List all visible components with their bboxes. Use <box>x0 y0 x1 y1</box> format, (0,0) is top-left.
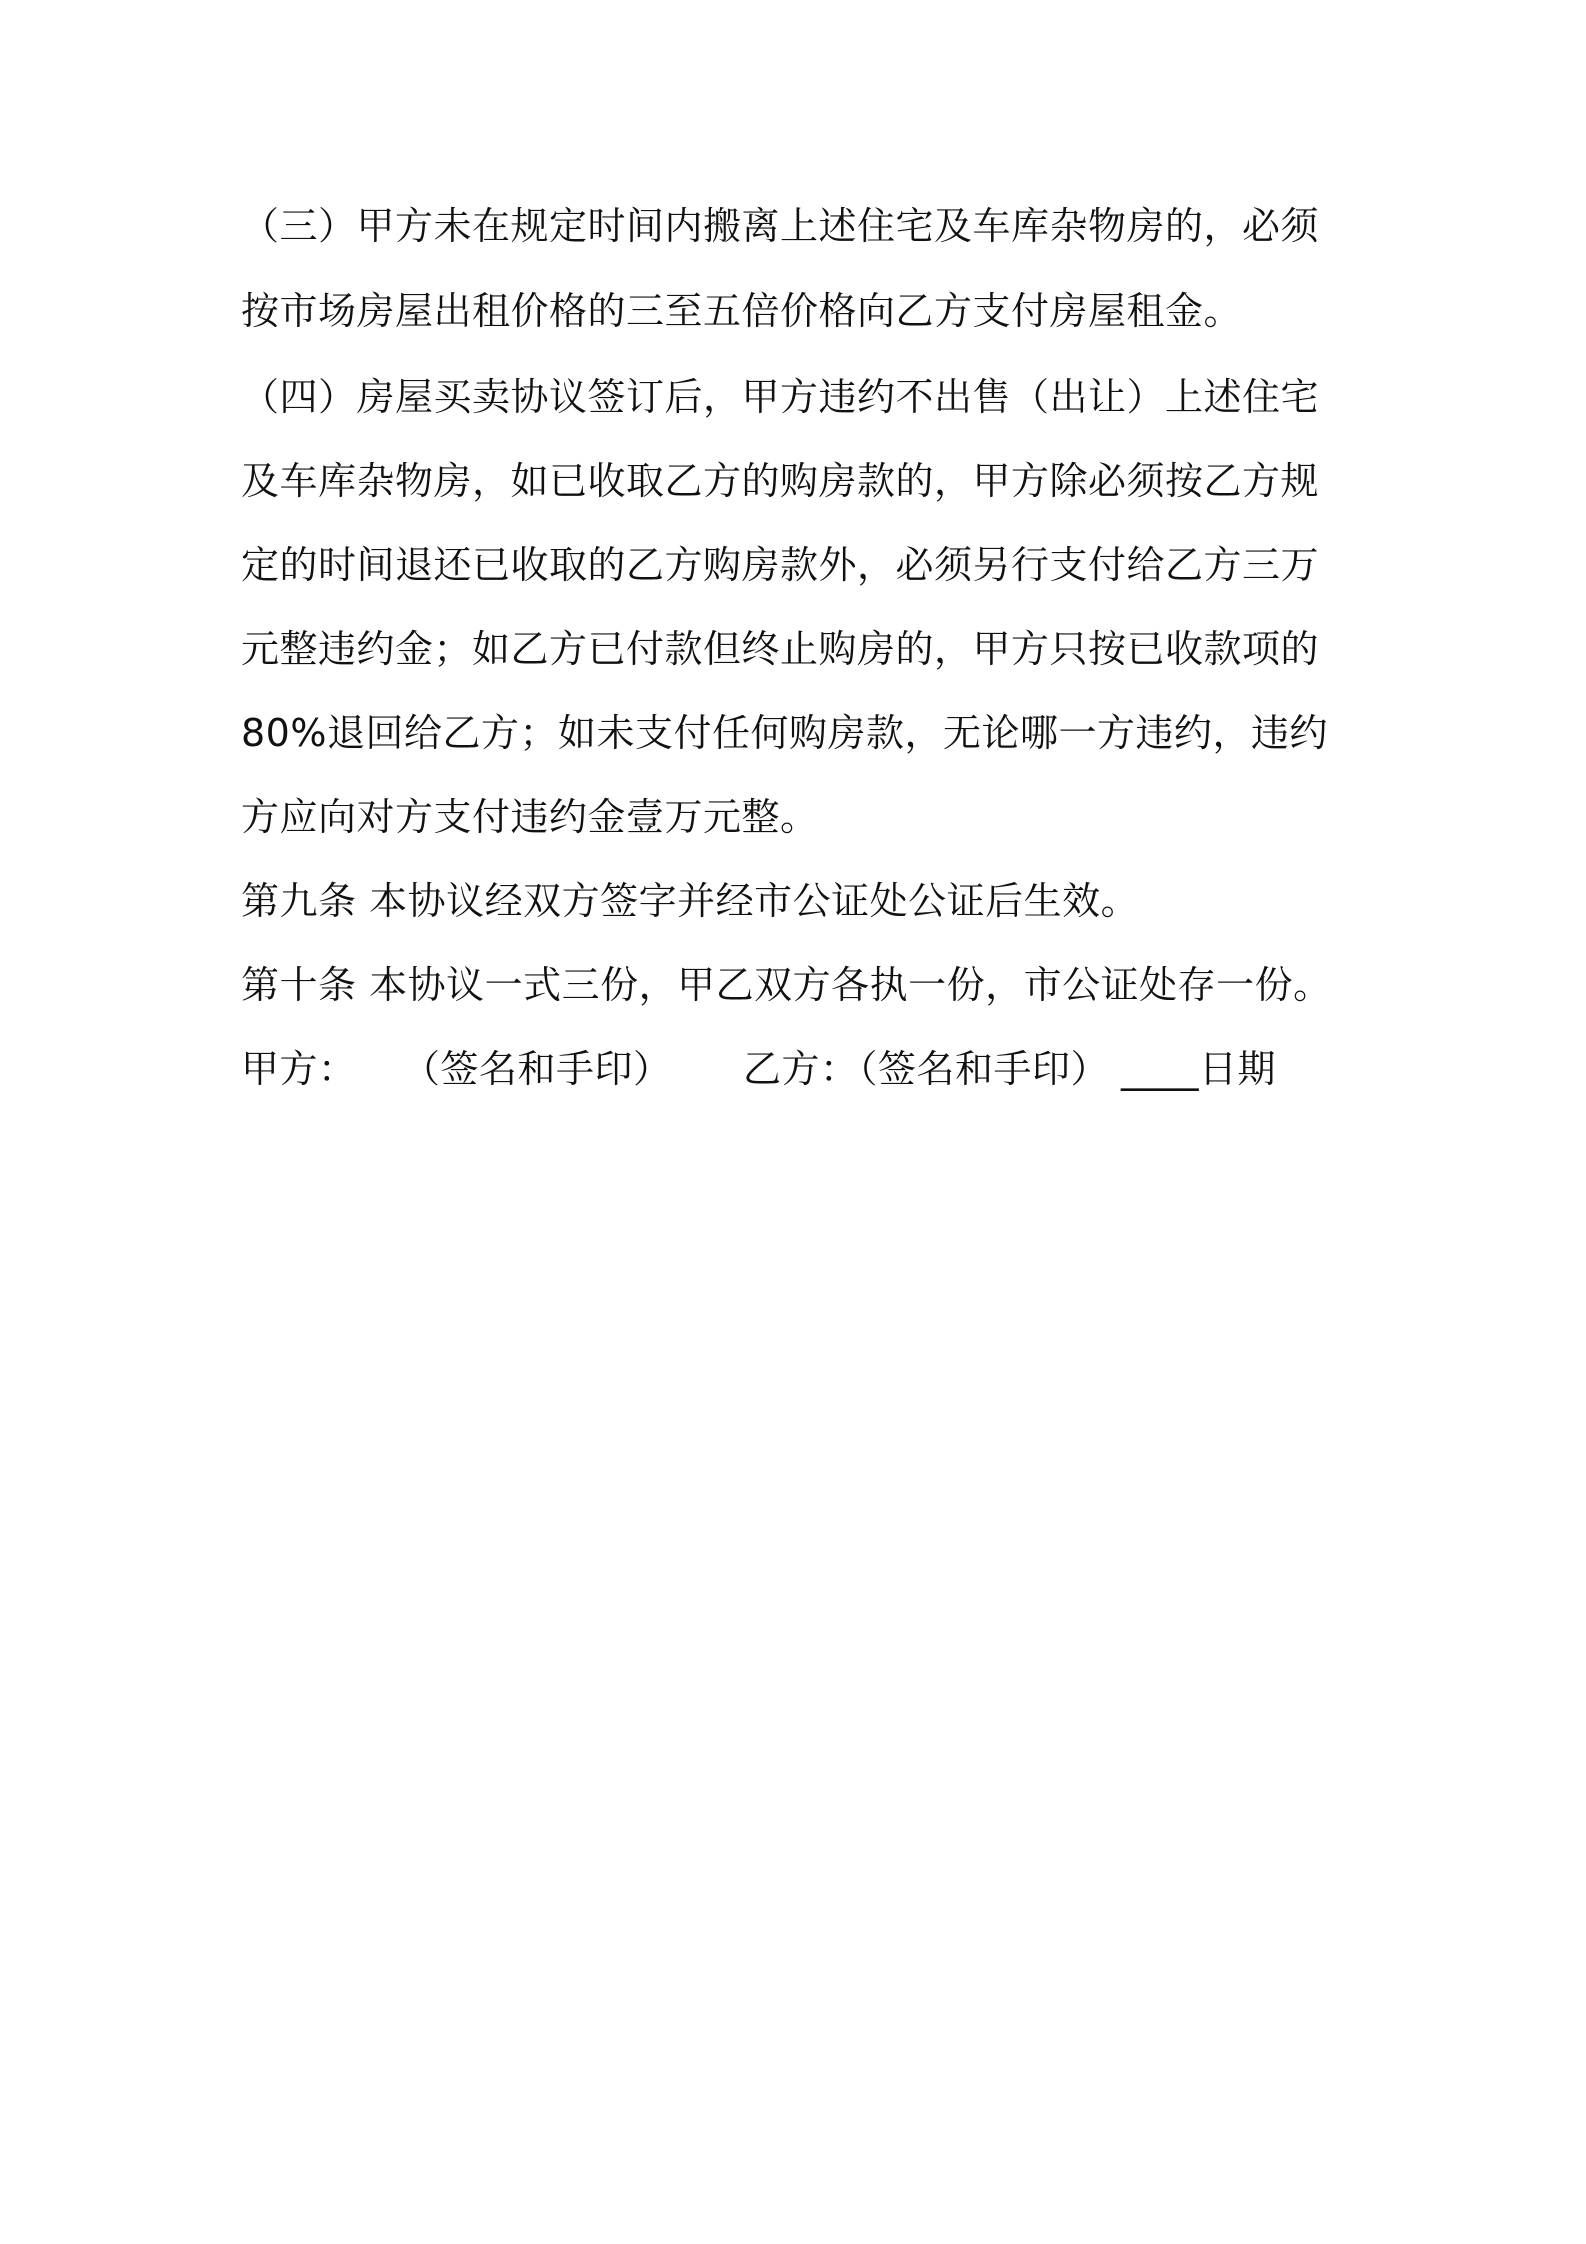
party-a-signature-field: （签名和手印） <box>402 1047 672 1091</box>
date-field: ____日期 <box>1121 1047 1277 1091</box>
clause-3-line-1: （三）甲方未在规定时间内搬离上述住宅及车库杂物房的，必须 <box>241 204 1320 248</box>
clause-4-line-2: 及车库杂物房，如已收取乙方的购房款的，甲方除必须按乙方规 <box>241 459 1320 503</box>
clause-4-line-1: （四）房屋买卖协议签订后，甲方违约不出售（出让）上述住宅 <box>241 375 1320 419</box>
article-9: 第九条 本协议经双方签字并经市公证处公证后生效。 <box>241 879 1140 923</box>
clause-4-line-5: 80%退回给乙方；如未支付任何购房款，无论哪一方违约，违约 <box>241 711 1328 755</box>
clause-3-line-2: 按市场房屋出租价格的三至五倍价格向乙方支付房屋租金。 <box>241 289 1243 333</box>
clause-4-line-4: 元整违约金；如乙方已付款但终止购房的，甲方只按已收款项的 <box>241 627 1320 671</box>
clause-4-line-6: 方应向对方支付违约金壹万元整。 <box>241 795 819 839</box>
clause-4-line-3: 定的时间退还已收取的乙方购房款外，必须另行支付给乙方三万 <box>241 543 1320 587</box>
party-a-label: 甲方： <box>241 1047 357 1091</box>
party-b-signature-field: 乙方：（签名和手印） <box>743 1047 1110 1091</box>
article-10: 第十条 本协议一式三份，甲乙双方各执一份，市公证处存一份。 <box>241 963 1332 1007</box>
